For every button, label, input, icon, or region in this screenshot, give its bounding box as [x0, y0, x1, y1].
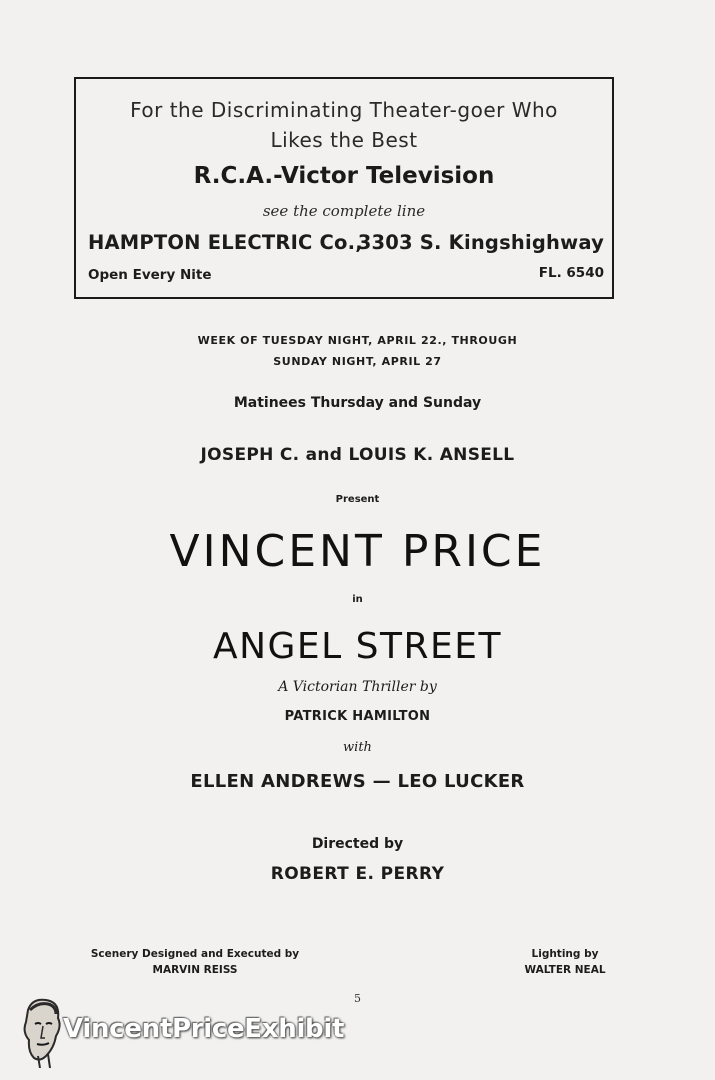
ad-brand: R.C.A.-Victor Television: [193, 163, 495, 189]
matinees-line: Matinees Thursday and Sunday: [233, 395, 482, 411]
play-title: ANGEL STREET: [212, 626, 503, 667]
week-line-2: SUNDAY NIGHT, APRIL 27: [273, 355, 442, 368]
ad-dealer-name: HAMPTON ELECTRIC Co.,: [88, 231, 363, 254]
ad-dealer-address: 3303 S. Kingshighway: [357, 231, 604, 254]
present-label: Present: [335, 494, 380, 505]
vincent-price-caricature-icon: [18, 1055, 68, 1072]
star-name: VINCENT PRICE: [169, 526, 546, 577]
genre-line: A Victorian Thriller by: [278, 679, 437, 695]
scenery-credit: [80, 946, 310, 978]
lighting-name: WALTER NEAL: [524, 964, 606, 976]
costars: ELLEN ANDREWS — LEO LUCKER: [190, 771, 525, 792]
ad-tagline-line1: For the Discriminating Theater-goer Who: [130, 98, 558, 122]
watermark-text: VincentPriceExhibit: [63, 1014, 345, 1044]
author-name: PATRICK HAMILTON: [284, 709, 431, 724]
with-label: with: [343, 740, 372, 755]
scenery-label: Scenery Designed and Executed by: [90, 948, 300, 960]
ad-dealer: [88, 231, 604, 254]
directed-by-label: Directed by: [311, 836, 404, 852]
in-label: in: [352, 594, 363, 605]
advertisement-box: [74, 77, 614, 299]
director-name: ROBERT E. PERRY: [270, 864, 445, 884]
watermark: [18, 996, 348, 1068]
scenery-name: MARVIN REISS: [152, 964, 238, 976]
page-number: 5: [354, 992, 361, 1005]
lighting-label: Lighting by: [531, 948, 599, 960]
ad-hours: Open Every Nite: [88, 267, 212, 283]
lighting-credit: [500, 946, 630, 978]
producers: JOSEPH C. and LOUIS K. ANSELL: [200, 445, 515, 465]
ad-phone: FL. 6540: [538, 265, 604, 281]
ad-subline: see the complete line: [262, 202, 426, 220]
ad-tagline-line2: Likes the Best: [270, 128, 418, 152]
week-line-1: WEEK OF TUESDAY NIGHT, APRIL 22., THROUGH: [197, 334, 518, 347]
